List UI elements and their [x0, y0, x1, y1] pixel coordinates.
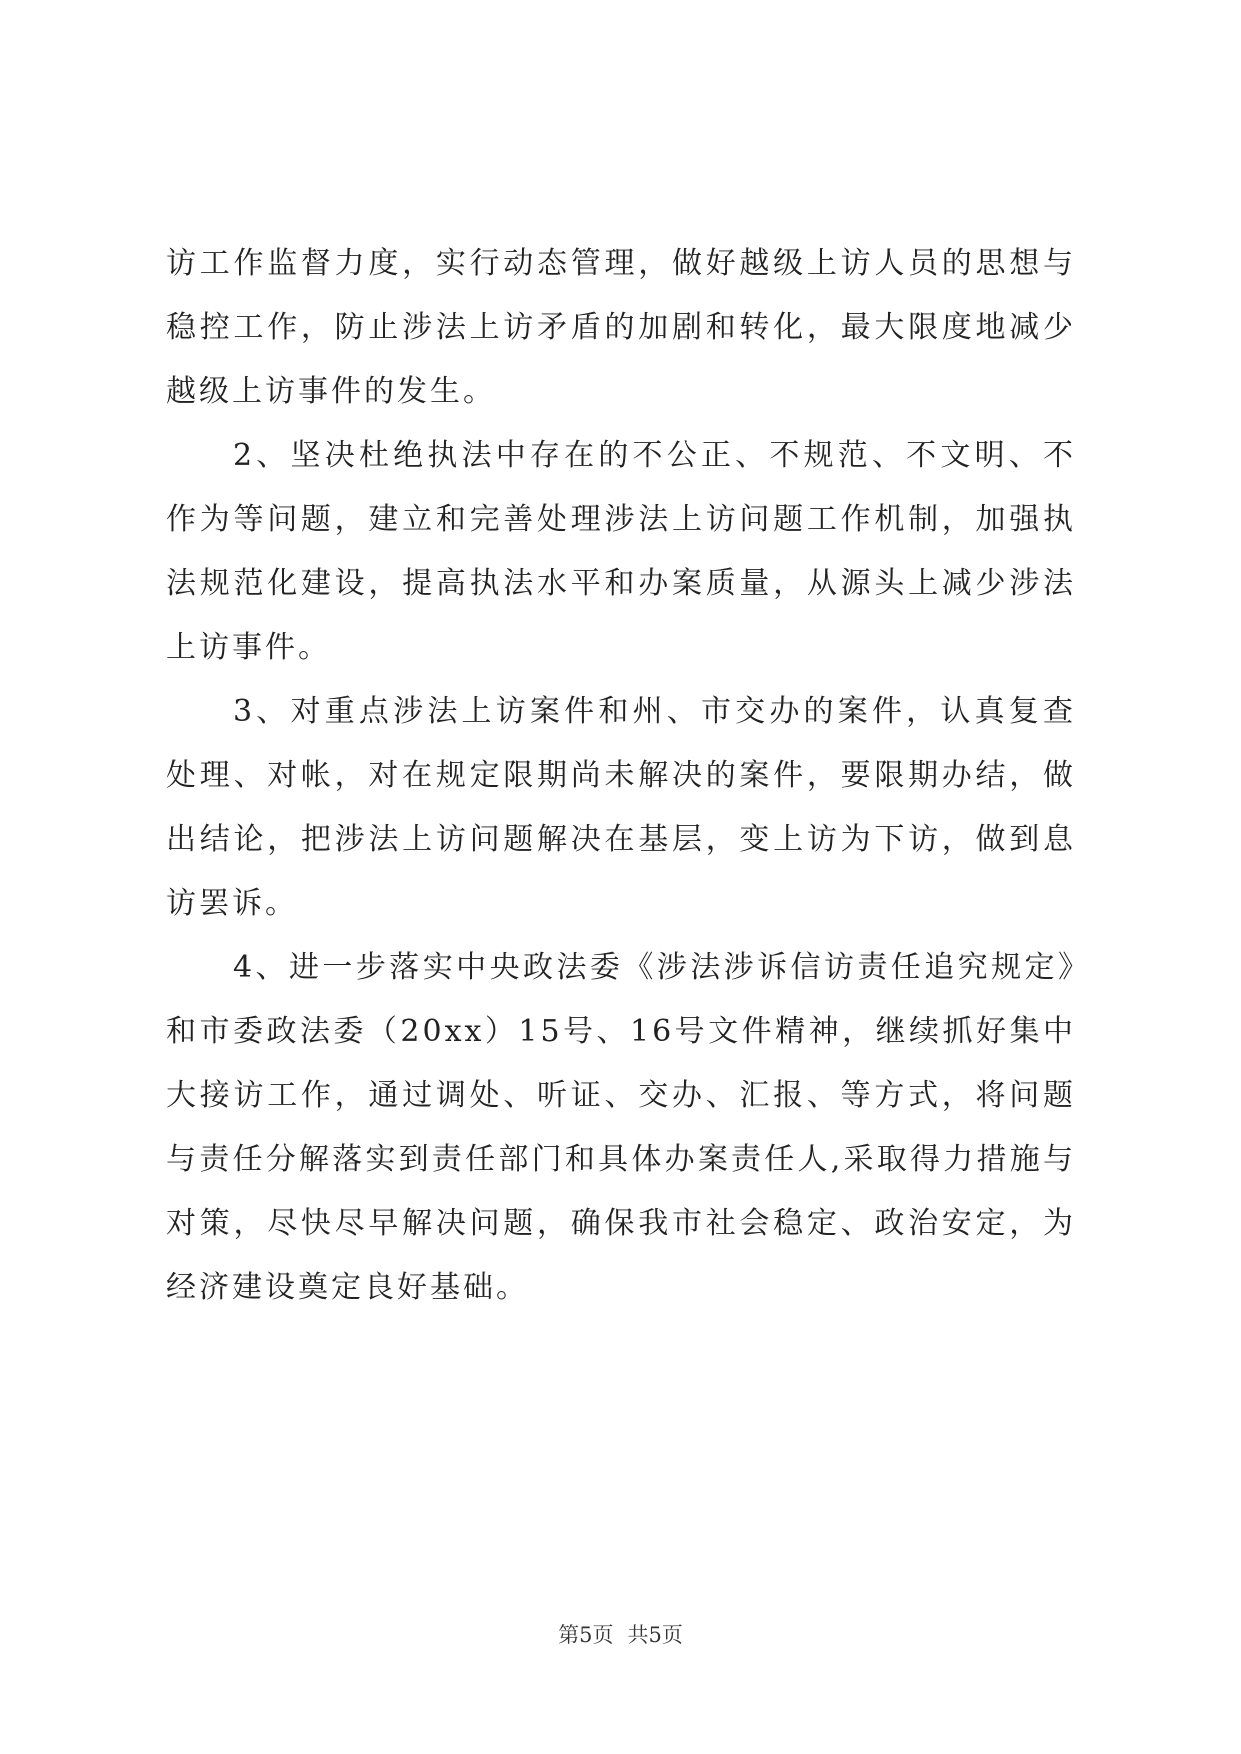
paragraph-item-4: 4、进一步落实中央政法委《涉法涉诉信访责任追究规定》和市委政法委（20xx）15号、16号文件精神，继续抓好集中大接访工作，通过调处、听证、交办、汇报、等方式，将问题与责任分解落实到责任部门和具体办案责任人,采取得力措施与对策，尽快尽早解决问题，确保我市社会稳定、政治安定，为经济建设奠定良好基础。	[166, 950, 1076, 1305]
paragraph-continuation: 访工作监督力度，实行动态管理，做好越级上访人员的思想与稳控工作，防止涉法上访矛盾的加剧和转化，最大限度地减少越级上访事件的发生。	[166, 246, 1076, 409]
document-body	[166, 232, 1076, 1320]
paragraph-item-3: 3、对重点涉法上访案件和州、市交办的案件，认真复查处理、对帐，对在规定限期尚未解决的案件，要限期办结，做出结论，把涉法上访问题解决在基层，变上访为下访，做到息访罢诉。	[166, 694, 1076, 921]
paragraph-item-2: 2、坚决杜绝执法中存在的不公正、不规范、不文明、不作为等问题，建立和完善处理涉法上访问题工作机制，加强执法规范化建设，提高执法水平和办案质量，从源头上减少涉法上访事件。	[166, 438, 1076, 665]
page-total: 共5页	[627, 1623, 683, 1647]
page-footer	[0, 1619, 1241, 1649]
page-number: 第5页	[558, 1623, 614, 1647]
